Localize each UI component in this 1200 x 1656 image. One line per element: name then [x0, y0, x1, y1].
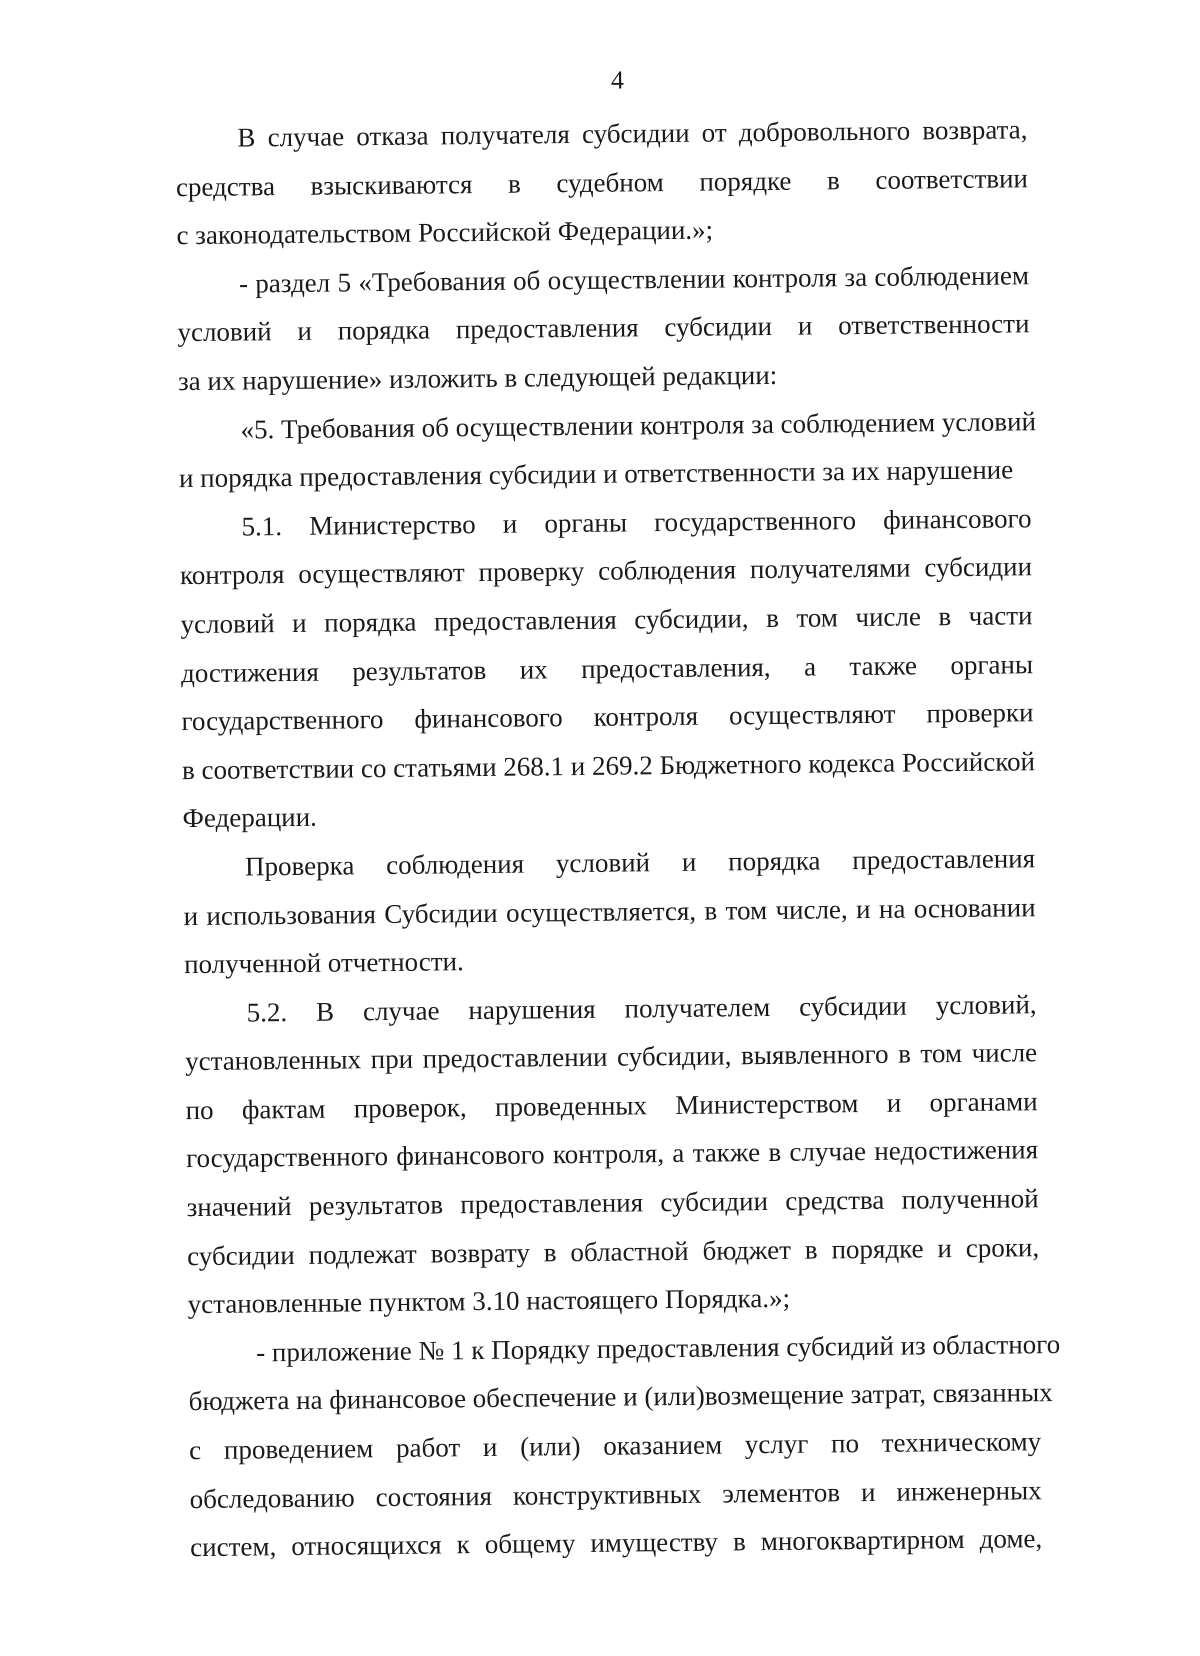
text-line: полученной отчетности.: [183, 946, 464, 980]
text-line: - раздел 5 «Требования об осуществлении контроля за соблюдением: [238, 260, 1030, 299]
text-line: в соответствии со статьями 268.1 и 269.2 Бюджетного кодекса Российской: [181, 745, 1036, 785]
text-line: установленных при предоставлении субсидии, выявленного в том числе: [184, 1037, 1038, 1077]
text-line: средства взыскиваются в судебном порядке в соответствии: [175, 162, 1029, 202]
text-line: Проверка соблюдения условий и порядка предоставления: [244, 843, 1036, 882]
text-line: государственного финансового контроля осуществляют проверки: [181, 697, 1034, 737]
text-line: достижения результатов их предоставления, а также органы: [180, 648, 1034, 688]
text-line: бюджета на финансовое обеспечение и (или)возмещение затрат, связанных: [188, 1377, 1053, 1417]
text-line: с законодательством Российской Федерации.»;: [176, 214, 714, 251]
text-line: контроля осуществляют проверку соблюдения получателями субсидии: [179, 551, 1033, 591]
text-line: «5. Требования об осуществлении контроля за соблюдением условий: [240, 405, 1037, 445]
text-line: условий и порядка предоставления субсидии и ответственности: [177, 308, 1030, 348]
text-line: с проведением работ и (или) оказанием услуг по техническому: [189, 1426, 1042, 1466]
text-line: условий и порядка предоставления субсидии, в том числе в части: [180, 600, 1033, 640]
page-number: 4: [610, 65, 625, 95]
document-body: [175, 107, 1061, 1574]
text-line: за их нарушение» изложить в следующей редакции:: [177, 359, 778, 397]
text-line: субсидии подлежат возврату в областной бюджет в порядке и сроки,: [187, 1231, 1040, 1271]
text-line: и порядка предоставления субсидии и ответственности за их нарушение: [178, 454, 1014, 494]
text-line: 5.2. В случае нарушения получателем субсидии условий,: [246, 988, 1037, 1028]
text-line: по фактам проверок, проведенных Министерством и органами: [185, 1086, 1038, 1125]
text-line: 5.1. Министерство и органы государственного финансового: [241, 502, 1032, 542]
text-line: и использования Субсидии осуществляется, в том числе, и на основании: [183, 891, 1036, 931]
text-line: Федерации.: [182, 802, 317, 834]
text-line: - приложение № 1 к Порядку предоставления субсидий из областного: [256, 1328, 1061, 1368]
text-line: установленные пунктом 3.10 настоящего Порядка.»;: [187, 1283, 791, 1320]
text-line: систем, относящихся к общему имуществу в многоквартирном доме,: [190, 1523, 1043, 1563]
text-line: значений результатов предоставления субсидии средства полученной: [186, 1183, 1039, 1223]
text-line: обследованию состояния конструктивных элементов и инженерных: [189, 1474, 1042, 1514]
text-line: государственного финансового контроля, а также в случае недостижения: [185, 1134, 1039, 1174]
text-line: В случае отказа получателя субсидии от добровольного возврата,: [237, 114, 1028, 153]
